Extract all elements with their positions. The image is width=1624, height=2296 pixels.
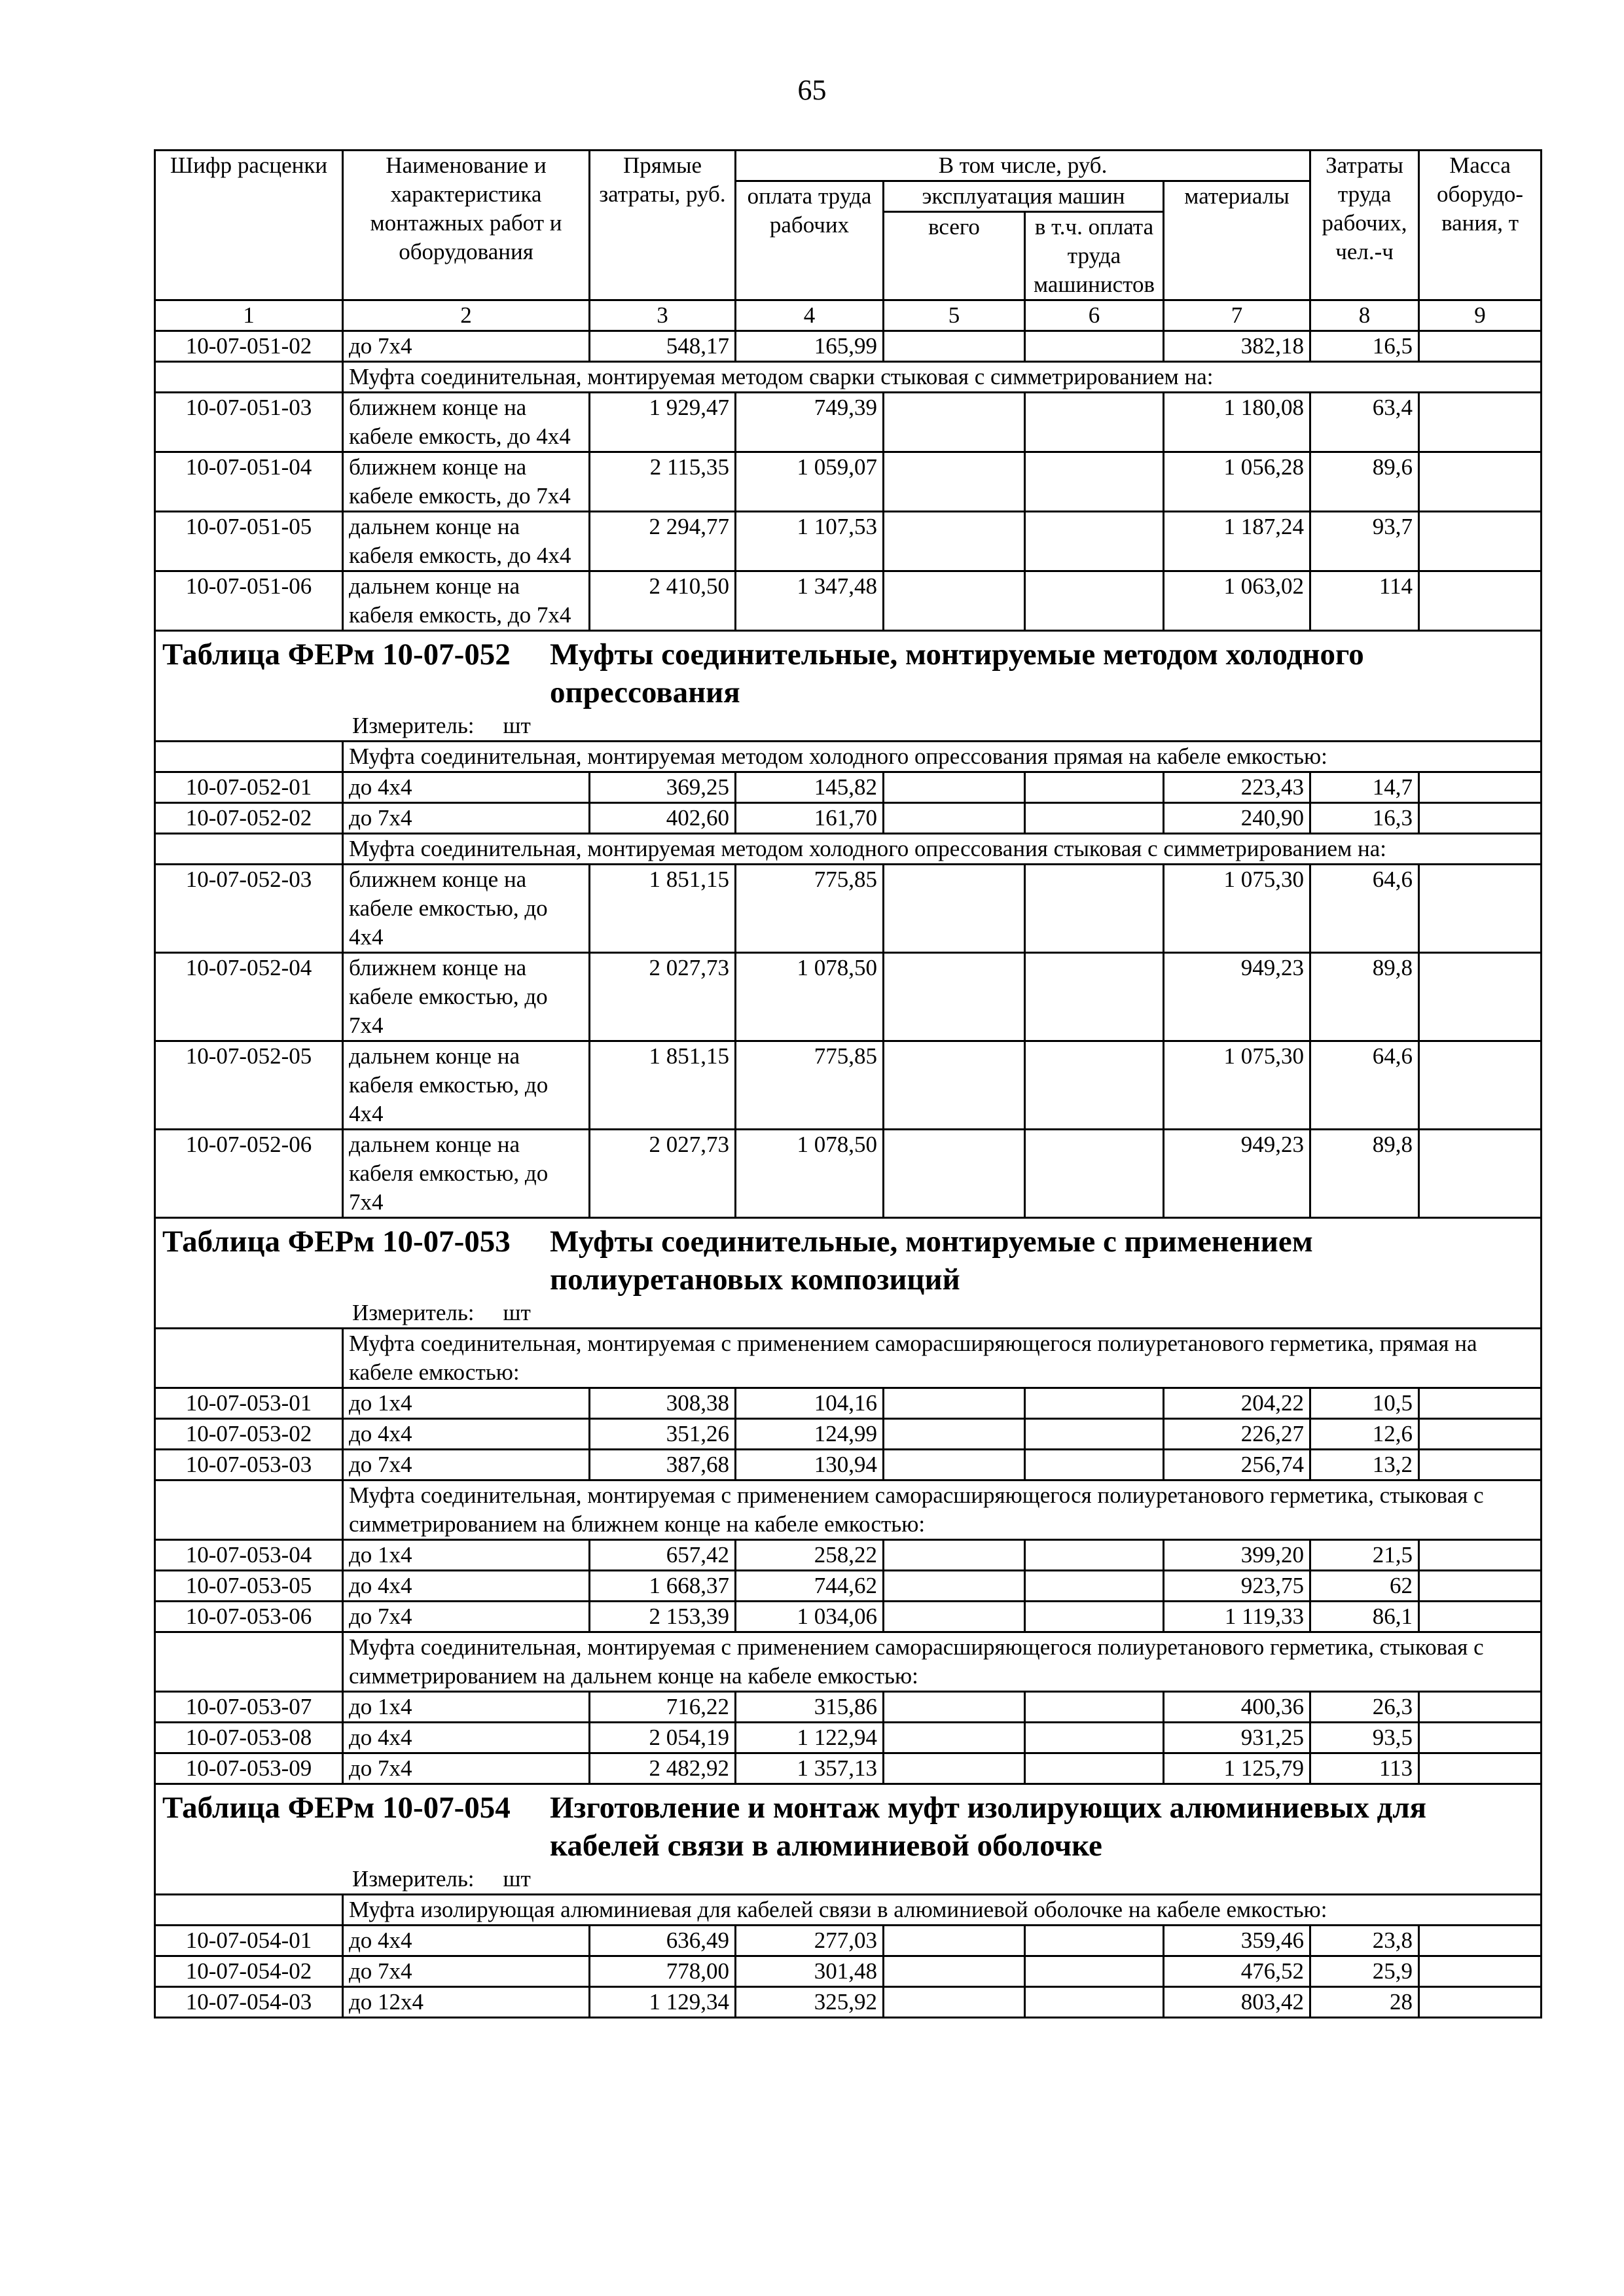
- group-description: Муфта соединительная, монтируемая с применением саморасширяющегося полиуретанового герметика, прямая на кабеле емкостью:: [343, 1329, 1542, 1388]
- machine-total: [884, 1388, 1025, 1419]
- equipment-mass: [1419, 331, 1542, 362]
- work-name: до 7х4: [343, 1602, 590, 1632]
- group-header-row: [155, 834, 1542, 865]
- labor-pay: 775,85: [736, 865, 884, 953]
- group-spacer: [155, 362, 343, 393]
- labor-pay: 1 078,50: [736, 1130, 884, 1218]
- rate-code: 10-07-052-03: [155, 865, 343, 953]
- materials-cost: 1 187,24: [1164, 512, 1310, 571]
- work-name: дальнем конце на кабеля емкостью, до 7х4: [343, 1130, 590, 1218]
- equipment-mass: [1419, 1041, 1542, 1130]
- labor-hours: 12,6: [1310, 1419, 1419, 1450]
- materials-cost: 949,23: [1164, 953, 1310, 1041]
- machine-total: [884, 1041, 1025, 1130]
- machine-total: [884, 452, 1025, 512]
- labor-pay: 165,99: [736, 331, 884, 362]
- header-name: Наименование и характеристика монтажных работ и оборудования: [343, 151, 590, 300]
- direct-costs: 2 115,35: [590, 452, 736, 512]
- rate-code: 10-07-053-07: [155, 1692, 343, 1723]
- rate-code: 10-07-054-01: [155, 1926, 343, 1956]
- work-name: до 4х4: [343, 772, 590, 803]
- rate-code: 10-07-052-06: [155, 1130, 343, 1218]
- machinist-pay: [1025, 512, 1164, 571]
- header-machinist-pay: в т.ч. оплата труда машинистов: [1025, 212, 1164, 300]
- machine-total: [884, 1419, 1025, 1450]
- direct-costs: 351,26: [590, 1419, 736, 1450]
- machinist-pay: [1025, 1926, 1164, 1956]
- measure-label: Измеритель:: [352, 713, 475, 738]
- labor-pay: 145,82: [736, 772, 884, 803]
- direct-costs: 1 851,15: [590, 865, 736, 953]
- labor-hours: 10,5: [1310, 1388, 1419, 1419]
- table-row: [155, 772, 1542, 803]
- group-description: Муфта соединительная, монтируемая с применением саморасширяющегося полиуретанового герметика, стыковая с симметрированием на ближнем конце на кабеле емкостью:: [343, 1480, 1542, 1540]
- machine-total: [884, 865, 1025, 953]
- work-name: до 7х4: [343, 1956, 590, 1987]
- page-number: 65: [797, 74, 827, 106]
- labor-pay: 1 034,06: [736, 1602, 884, 1632]
- work-name: до 1х4: [343, 1388, 590, 1419]
- machine-total: [884, 803, 1025, 834]
- direct-costs: 2 027,73: [590, 1130, 736, 1218]
- equipment-mass: [1419, 803, 1542, 834]
- labor-hours: 28: [1310, 1987, 1419, 2018]
- machine-total: [884, 512, 1025, 571]
- table-row: [155, 1540, 1542, 1571]
- direct-costs: 636,49: [590, 1926, 736, 1956]
- labor-pay: 744,62: [736, 1571, 884, 1602]
- work-name: до 7х4: [343, 803, 590, 834]
- equipment-mass: [1419, 865, 1542, 953]
- materials-cost: 1 180,08: [1164, 393, 1310, 452]
- work-name: дальнем конце на кабеля емкость, до 4х4: [343, 512, 590, 571]
- materials-cost: 476,52: [1164, 1956, 1310, 1987]
- group-description: Муфта соединительная, монтируемая методом холодного опрессования прямая на кабеле емкостью:: [343, 742, 1542, 772]
- machinist-pay: [1025, 1130, 1164, 1218]
- group-header-row: [155, 1329, 1542, 1388]
- labor-hours: 63,4: [1310, 393, 1419, 452]
- direct-costs: 2 054,19: [590, 1723, 736, 1753]
- column-number: 7: [1164, 300, 1310, 331]
- direct-costs: 2 027,73: [590, 953, 736, 1041]
- table-row: [155, 1956, 1542, 1987]
- measure-value: шт: [503, 713, 531, 738]
- table-title-row: [155, 1784, 1542, 1895]
- work-name: ближнем конце на кабеле емкость, до 7х4: [343, 452, 590, 512]
- labor-hours: 89,8: [1310, 953, 1419, 1041]
- measure-unit: [162, 1299, 1534, 1327]
- labor-hours: 62: [1310, 1571, 1419, 1602]
- rate-code: 10-07-051-05: [155, 512, 343, 571]
- machinist-pay: [1025, 1987, 1164, 2018]
- work-name: до 4х4: [343, 1723, 590, 1753]
- machinist-pay: [1025, 331, 1164, 362]
- table-row: [155, 1987, 1542, 2018]
- column-number: 3: [590, 300, 736, 331]
- direct-costs: 657,42: [590, 1540, 736, 1571]
- materials-cost: 359,46: [1164, 1926, 1310, 1956]
- direct-costs: 2 294,77: [590, 512, 736, 571]
- machine-total: [884, 1692, 1025, 1723]
- rate-code: 10-07-053-08: [155, 1723, 343, 1753]
- table-row: [155, 512, 1542, 571]
- machinist-pay: [1025, 1753, 1164, 1784]
- machinist-pay: [1025, 1388, 1164, 1419]
- labor-hours: 93,7: [1310, 512, 1419, 571]
- materials-cost: 949,23: [1164, 1130, 1310, 1218]
- rate-code: 10-07-052-01: [155, 772, 343, 803]
- work-name: до 4х4: [343, 1419, 590, 1450]
- machinist-pay: [1025, 803, 1164, 834]
- materials-cost: 1 056,28: [1164, 452, 1310, 512]
- work-name: до 7х4: [343, 331, 590, 362]
- table-row: [155, 1753, 1542, 1784]
- measure-value: шт: [503, 1866, 531, 1892]
- machine-total: [884, 1540, 1025, 1571]
- direct-costs: 1 851,15: [590, 1041, 736, 1130]
- table-row: [155, 1926, 1542, 1956]
- labor-pay: 104,16: [736, 1388, 884, 1419]
- machine-total: [884, 571, 1025, 631]
- column-number: 9: [1419, 300, 1542, 331]
- group-description: Муфта соединительная, монтируемая с применением саморасширяющегося полиуретанового герметика, стыковая с симметрированием на дальнем конце на кабеле емкостью:: [343, 1632, 1542, 1692]
- measure-value: шт: [503, 1300, 531, 1325]
- group-header-row: [155, 1480, 1542, 1540]
- machinist-pay: [1025, 393, 1164, 452]
- column-number: 8: [1310, 300, 1419, 331]
- direct-costs: 1 129,34: [590, 1987, 736, 2018]
- group-header-row: [155, 1895, 1542, 1926]
- labor-pay: 325,92: [736, 1987, 884, 2018]
- machinist-pay: [1025, 865, 1164, 953]
- work-name: дальнем конце на кабеля емкостью, до 4х4: [343, 1041, 590, 1130]
- header-code: Шифр расценки: [155, 151, 343, 300]
- materials-cost: 256,74: [1164, 1450, 1310, 1480]
- group-header-row: [155, 1632, 1542, 1692]
- machinist-pay: [1025, 452, 1164, 512]
- work-name: до 4х4: [343, 1571, 590, 1602]
- header-machine-ops: эксплуатация машин: [884, 181, 1164, 212]
- machinist-pay: [1025, 953, 1164, 1041]
- table-title-text: Изготовление и монтаж муфт изолирующих алюминиевых для кабелей связи в алюминиевой оболочке: [550, 1791, 1427, 1863]
- labor-hours: 89,6: [1310, 452, 1419, 512]
- labor-pay: 1 078,50: [736, 953, 884, 1041]
- equipment-mass: [1419, 571, 1542, 631]
- work-name: ближнем конце на кабеле емкостью, до 4х4: [343, 865, 590, 953]
- machinist-pay: [1025, 1041, 1164, 1130]
- table-row: [155, 865, 1542, 953]
- labor-pay: 130,94: [736, 1450, 884, 1480]
- labor-pay: 1 357,13: [736, 1753, 884, 1784]
- labor-pay: 775,85: [736, 1041, 884, 1130]
- work-name: дальнем конце на кабеля емкость, до 7х4: [343, 571, 590, 631]
- header-equipment-mass: Масса оборудо-вания, т: [1419, 151, 1542, 300]
- machine-total: [884, 1753, 1025, 1784]
- table-title: [162, 1789, 1534, 1865]
- materials-cost: 931,25: [1164, 1723, 1310, 1753]
- header-machine-total: всего: [884, 212, 1025, 300]
- column-numbers-row: [155, 300, 1542, 331]
- table-title-prefix: Таблица ФЕРм 10-07-054: [162, 1791, 511, 1825]
- materials-cost: 1 075,30: [1164, 1041, 1310, 1130]
- machinist-pay: [1025, 571, 1164, 631]
- materials-cost: 1 075,30: [1164, 865, 1310, 953]
- labor-pay: 1 059,07: [736, 452, 884, 512]
- table-title: [162, 1223, 1534, 1299]
- labor-pay: 1 107,53: [736, 512, 884, 571]
- rate-code: 10-07-054-02: [155, 1956, 343, 1987]
- rate-code: 10-07-052-04: [155, 953, 343, 1041]
- table-title-cell: [155, 631, 1542, 742]
- work-name: до 1х4: [343, 1692, 590, 1723]
- rate-code: 10-07-052-02: [155, 803, 343, 834]
- measure-label: Измеритель:: [352, 1300, 475, 1325]
- machinist-pay: [1025, 1540, 1164, 1571]
- table-title-prefix: Таблица ФЕРм 10-07-053: [162, 1225, 511, 1259]
- table-row: [155, 1041, 1542, 1130]
- measure-label: Измеритель:: [352, 1866, 475, 1892]
- direct-costs: 2 410,50: [590, 571, 736, 631]
- rate-code: 10-07-051-03: [155, 393, 343, 452]
- rate-code: 10-07-053-03: [155, 1450, 343, 1480]
- table-row: [155, 953, 1542, 1041]
- column-number: 4: [736, 300, 884, 331]
- labor-pay: 277,03: [736, 1926, 884, 1956]
- machinist-pay: [1025, 1450, 1164, 1480]
- materials-cost: 226,27: [1164, 1419, 1310, 1450]
- direct-costs: 387,68: [590, 1450, 736, 1480]
- table-row: [155, 452, 1542, 512]
- rate-code: 10-07-051-04: [155, 452, 343, 512]
- group-description: Муфта соединительная, монтируемая методом сварки стыковая с симметрированием на:: [343, 362, 1542, 393]
- group-spacer: [155, 742, 343, 772]
- group-header-row: [155, 362, 1542, 393]
- labor-hours: 26,3: [1310, 1692, 1419, 1723]
- materials-cost: 382,18: [1164, 331, 1310, 362]
- labor-pay: 301,48: [736, 1956, 884, 1987]
- group-spacer: [155, 834, 343, 865]
- direct-costs: 548,17: [590, 331, 736, 362]
- labor-hours: 64,6: [1310, 865, 1419, 953]
- equipment-mass: [1419, 1571, 1542, 1602]
- rate-code: 10-07-053-09: [155, 1753, 343, 1784]
- equipment-mass: [1419, 1753, 1542, 1784]
- equipment-mass: [1419, 1926, 1542, 1956]
- table-row: [155, 393, 1542, 452]
- work-name: до 12х4: [343, 1987, 590, 2018]
- group-header-row: [155, 742, 1542, 772]
- work-name: до 4х4: [343, 1926, 590, 1956]
- machinist-pay: [1025, 1602, 1164, 1632]
- labor-pay: 1 122,94: [736, 1723, 884, 1753]
- column-number: 2: [343, 300, 590, 331]
- materials-cost: 1 119,33: [1164, 1602, 1310, 1632]
- materials-cost: 240,90: [1164, 803, 1310, 834]
- rate-code: 10-07-053-02: [155, 1419, 343, 1450]
- work-name: до 7х4: [343, 1753, 590, 1784]
- machinist-pay: [1025, 772, 1164, 803]
- header-labor-hours: Затраты труда рабочих, чел.-ч: [1310, 151, 1419, 300]
- machine-total: [884, 953, 1025, 1041]
- equipment-mass: [1419, 512, 1542, 571]
- machine-total: [884, 331, 1025, 362]
- column-number: 1: [155, 300, 343, 331]
- labor-pay: 258,22: [736, 1540, 884, 1571]
- direct-costs: 402,60: [590, 803, 736, 834]
- machinist-pay: [1025, 1956, 1164, 1987]
- equipment-mass: [1419, 772, 1542, 803]
- group-description: Муфта соединительная, монтируемая методом холодного опрессования стыковая с симметрированием на:: [343, 834, 1542, 865]
- rate-code: 10-07-053-04: [155, 1540, 343, 1571]
- work-name: ближнем конце на кабеле емкостью, до 7х4: [343, 953, 590, 1041]
- column-number: 5: [884, 300, 1025, 331]
- labor-hours: 16,3: [1310, 803, 1419, 834]
- work-name: ближнем конце на кабеле емкость, до 4х4: [343, 393, 590, 452]
- machine-total: [884, 1723, 1025, 1753]
- direct-costs: 1 668,37: [590, 1571, 736, 1602]
- labor-hours: 13,2: [1310, 1450, 1419, 1480]
- rate-code: 10-07-053-01: [155, 1388, 343, 1419]
- machinist-pay: [1025, 1571, 1164, 1602]
- header-including: В том числе, руб.: [736, 151, 1310, 181]
- header-direct-costs: Прямые затраты, руб.: [590, 151, 736, 300]
- machine-total: [884, 1602, 1025, 1632]
- materials-cost: 399,20: [1164, 1540, 1310, 1571]
- rate-code: 10-07-052-05: [155, 1041, 343, 1130]
- column-number: 6: [1025, 300, 1164, 331]
- table-title-row: [155, 1218, 1542, 1329]
- materials-cost: 1 125,79: [1164, 1753, 1310, 1784]
- work-name: до 7х4: [343, 1450, 590, 1480]
- materials-cost: 400,36: [1164, 1692, 1310, 1723]
- machine-total: [884, 1450, 1025, 1480]
- labor-pay: 1 347,48: [736, 571, 884, 631]
- table-row: [155, 803, 1542, 834]
- equipment-mass: [1419, 1388, 1542, 1419]
- direct-costs: 778,00: [590, 1956, 736, 1987]
- equipment-mass: [1419, 1987, 1542, 2018]
- table-row: [155, 571, 1542, 631]
- labor-hours: 14,7: [1310, 772, 1419, 803]
- equipment-mass: [1419, 1602, 1542, 1632]
- table-row: [155, 1388, 1542, 1419]
- table-row: [155, 1723, 1542, 1753]
- direct-costs: 716,22: [590, 1692, 736, 1723]
- equipment-mass: [1419, 1723, 1542, 1753]
- machine-total: [884, 393, 1025, 452]
- labor-hours: 16,5: [1310, 331, 1419, 362]
- equipment-mass: [1419, 1540, 1542, 1571]
- price-table: [154, 149, 1542, 2018]
- materials-cost: 803,42: [1164, 1987, 1310, 2018]
- rate-code: 10-07-051-02: [155, 331, 343, 362]
- equipment-mass: [1419, 452, 1542, 512]
- measure-unit: [162, 1865, 1534, 1893]
- group-spacer: [155, 1480, 343, 1540]
- direct-costs: 308,38: [590, 1388, 736, 1419]
- labor-hours: 93,5: [1310, 1723, 1419, 1753]
- table-title-text: Муфты соединительные, монтируемые методом холодного опрессования: [550, 637, 1364, 709]
- table-title-prefix: Таблица ФЕРм 10-07-052: [162, 637, 511, 672]
- group-spacer: [155, 1632, 343, 1692]
- equipment-mass: [1419, 953, 1542, 1041]
- rate-code: 10-07-051-06: [155, 571, 343, 631]
- table-title-row: [155, 631, 1542, 742]
- labor-hours: 21,5: [1310, 1540, 1419, 1571]
- equipment-mass: [1419, 1956, 1542, 1987]
- group-spacer: [155, 1329, 343, 1388]
- table-title: [162, 636, 1534, 711]
- table-row: [155, 1692, 1542, 1723]
- labor-hours: 89,8: [1310, 1130, 1419, 1218]
- equipment-mass: [1419, 1450, 1542, 1480]
- table-title-cell: [155, 1218, 1542, 1329]
- labor-pay: 124,99: [736, 1419, 884, 1450]
- table-row: [155, 1571, 1542, 1602]
- machine-total: [884, 1571, 1025, 1602]
- group-description: Муфта изолирующая алюминиевая для кабелей связи в алюминиевой оболочке на кабеле емкостью:: [343, 1895, 1542, 1926]
- labor-hours: 114: [1310, 571, 1419, 631]
- machine-total: [884, 1130, 1025, 1218]
- table-row: [155, 1450, 1542, 1480]
- work-name: до 1х4: [343, 1540, 590, 1571]
- labor-hours: 64,6: [1310, 1041, 1419, 1130]
- labor-pay: 161,70: [736, 803, 884, 834]
- machinist-pay: [1025, 1419, 1164, 1450]
- measure-unit: [162, 711, 1534, 740]
- labor-pay: 749,39: [736, 393, 884, 452]
- table-row: [155, 331, 1542, 362]
- rate-code: 10-07-053-05: [155, 1571, 343, 1602]
- table-row: [155, 1602, 1542, 1632]
- rate-code: 10-07-053-06: [155, 1602, 343, 1632]
- table-title-text: Муфты соединительные, монтируемые с применением полиуретановых композиций: [550, 1225, 1313, 1297]
- materials-cost: 923,75: [1164, 1571, 1310, 1602]
- table-title-cell: [155, 1784, 1542, 1895]
- direct-costs: 2 482,92: [590, 1753, 736, 1784]
- rate-code: 10-07-054-03: [155, 1987, 343, 2018]
- machine-total: [884, 1926, 1025, 1956]
- table-row: [155, 1130, 1542, 1218]
- machine-total: [884, 772, 1025, 803]
- direct-costs: 369,25: [590, 772, 736, 803]
- equipment-mass: [1419, 1419, 1542, 1450]
- group-spacer: [155, 1895, 343, 1926]
- labor-hours: 113: [1310, 1753, 1419, 1784]
- table-row: [155, 1419, 1542, 1450]
- header-labor-pay: оплата труда рабочих: [736, 181, 884, 300]
- labor-hours: 86,1: [1310, 1602, 1419, 1632]
- direct-costs: 1 929,47: [590, 393, 736, 452]
- equipment-mass: [1419, 1130, 1542, 1218]
- labor-hours: 23,8: [1310, 1926, 1419, 1956]
- machine-total: [884, 1987, 1025, 2018]
- labor-pay: 315,86: [736, 1692, 884, 1723]
- materials-cost: 1 063,02: [1164, 571, 1310, 631]
- machinist-pay: [1025, 1723, 1164, 1753]
- machine-total: [884, 1956, 1025, 1987]
- materials-cost: 204,22: [1164, 1388, 1310, 1419]
- direct-costs: 2 153,39: [590, 1602, 736, 1632]
- equipment-mass: [1419, 1692, 1542, 1723]
- labor-hours: 25,9: [1310, 1956, 1419, 1987]
- equipment-mass: [1419, 393, 1542, 452]
- header-materials: материалы: [1164, 181, 1310, 300]
- machinist-pay: [1025, 1692, 1164, 1723]
- materials-cost: 223,43: [1164, 772, 1310, 803]
